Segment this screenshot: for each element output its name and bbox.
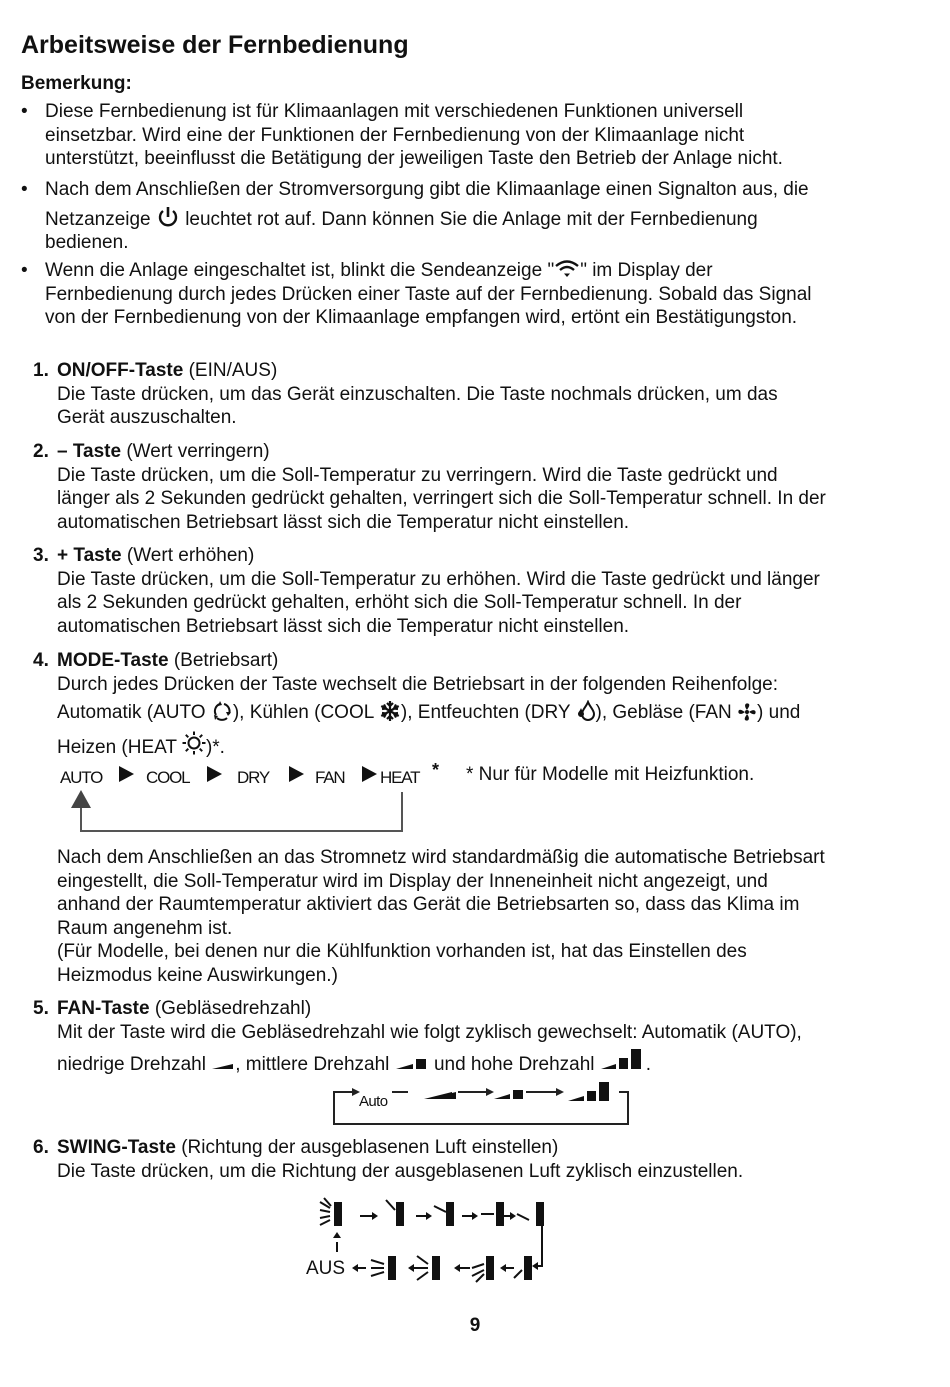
item-line: automatischen Betriebsart lässt sich die Temperatur nicht einstellen. [57,615,630,637]
item-desc: (Wert verringern) [126,441,270,462]
item-number: 5. [33,998,49,1019]
paragraph-line: Heizmodus keine Auswirkungen.) [57,964,338,986]
item-name: SWING-Taste [57,1137,176,1158]
item-line: Durch jedes Drücken der Taste wechselt die Betriebsart in der folgenden Reihenfolge: [57,673,779,695]
item-name: MODE-Taste [57,650,169,671]
item-line: Die Taste drücken, um die Richtung der ausgeblasenen Luft zyklisch einzustellen. [57,1160,744,1182]
item-name: + Taste [57,545,122,566]
page-title: Arbeitsweise der Fernbedienung [21,31,409,59]
item-number: 1. [33,360,49,381]
mode-default-paragraph [57,846,902,987]
remark-label: Bemerkung: [21,73,132,94]
bullet-line: Nach dem Anschließen der Stromversorgung gibt die Klimaanlage einen Signalton aus, die [45,179,809,200]
mode-list-line: Heizen (HEAT )*. [57,731,902,760]
item-desc: (Wert erhöhen) [126,545,255,566]
fan-high-icon [600,1047,646,1071]
signal-icon [554,260,580,278]
item-line: Die Taste drücken, um das Gerät einzuschalten. Die Taste nochmals drücken, um das [57,383,778,405]
item-name: FAN-Taste [57,998,150,1019]
bullet-line-with-icon: Wenn die Anlage eingeschaltet ist, blinkt die Sendeanzeige " " im Display der [45,260,713,281]
item-line: länger als 2 Sekunden gedrückt gehalten, verringert sich die Soll-Temperatur schnell. In der [57,488,826,509]
bullet-line: unterstützt, beeinflusst die Betätigung der jeweiligen Taste den Betrieb der Anlage nicht. [45,148,783,169]
item-line: Die Taste drücken, um die Soll-Temperatur zu erhöhen. Wird die Taste gedrückt und länger [57,568,820,590]
bullet-line-with-icon: Netzanzeige leuchtet rot auf. Dann können Sie die Anlage mit der Fernbedienung [45,205,895,232]
page-number: 9 [469,1315,481,1336]
fan-mode-icon [737,702,757,722]
item-line: als 2 Sekunden gedrückt gehalten, erhöht sich die Soll-Temperatur schnell. In der [57,592,742,613]
bullet-dot: • [21,101,28,122]
item-name: – Taste [57,441,122,462]
swing-cycle-diagram [316,1194,552,1284]
item-desc: (Gebläsedrehzahl) [154,998,312,1019]
swing-off-label: AUS [306,1258,346,1279]
item-heading [57,997,902,1021]
paragraph-line: Nach dem Anschließen an das Stromnetz wird standardmäßig die automatische Betriebsart [57,847,825,868]
power-icon [156,205,180,229]
paragraph-line: (Für Modelle, bei denen nur die Kühlfunktion vorhanden ist, hat das Einstellen des [57,941,747,962]
item-heading [57,544,902,568]
sequence-fan: FAN [315,768,345,787]
bullet-line: einsetzbar. Wird eine der Funktionen der Fernbedienung von der Klimaanlage nicht [45,124,745,146]
sequence-arrow [207,766,222,782]
sequence-arrow [289,766,304,782]
dry-mode-icon [576,700,596,722]
auto-mode-icon [211,700,233,722]
item-heading [57,359,902,383]
paragraph-line: Raum angenehm ist. [57,917,233,939]
heat-mode-icon [182,731,206,755]
item-line: Die Taste drücken, um die Soll-Temperatur zu verringern. Wird die Taste gedrückt und [57,464,778,486]
sequence-heat: HEAT [380,768,420,787]
item-desc: (Richtung der ausgeblasenen Luft einstellen) [181,1137,559,1158]
item-heading [57,649,902,673]
fan-speed-line: niedrige Drehzahl , mittlere Drehzahl und hohe Drehzahl . [57,1047,902,1077]
paragraph-line: eingestellt, die Soll-Temperatur wird im Display der Inneneinheit nicht angezeigt, und [57,870,768,892]
item-number: 4. [33,650,49,671]
bullet-line: bedienen. [45,232,129,253]
heat-footnote: * Nur für Modelle mit Heizfunktion. [466,764,755,785]
paragraph-line: anhand der Raumtemperatur aktiviert das Gerät die Betriebsarten so, dass das Klima im [57,894,800,915]
item-line: automatischen Betriebsart lässt sich die Temperatur nicht einstellen. [57,511,630,533]
fan-mid-icon [395,1055,429,1071]
item-line: Mit der Taste wird die Gebläsedrehzahl wie folgt zyklisch gewechselt: Automatik (AUTO), [57,1021,802,1043]
sequence-cool: COOL [146,768,190,787]
item-desc: (EIN/AUS) [188,360,278,381]
mode-list-line: Automatik (AUTO ), Kühlen (COOL ), Entfeuchten (DRY ), Gebläse (FAN ) und [57,702,801,723]
sequence-dry: DRY [237,768,269,787]
item-number: 3. [33,545,49,566]
sequence-arrow [362,766,377,782]
sequence-loop-arrow [68,788,408,834]
bullet-line: Diese Fernbedienung ist für Klimaanlagen mit verschiedenen Funktionen universell [45,101,744,122]
fan-cycle-arrow [392,1086,456,1100]
fan-low-icon [211,1057,235,1071]
item-line: Gerät auszuschalten. [57,407,237,428]
sequence-auto: AUTO [60,768,103,787]
cool-mode-icon [379,700,401,722]
item-desc: (Betriebsart) [173,650,279,671]
fan-cycle-auto: Auto [359,1093,388,1110]
item-number: 6. [33,1137,49,1158]
bullet-dot: • [21,179,28,200]
bullet-line: Fernbedienung durch jedes Drücken einer Taste auf der Fernbedienung. Sobald das Signal [45,283,812,305]
bullet-dot: • [21,260,28,281]
item-number: 2. [33,441,49,462]
item-heading [57,1136,902,1160]
sequence-star: * [432,760,440,780]
bullet-line: von der Fernbedienung von der Klimaanlage empfangen wird, ertönt ein Bestätigungston. [45,307,798,328]
item-heading [57,440,902,464]
item-name: ON/OFF-Taste [57,360,184,381]
sequence-arrow [119,766,134,782]
